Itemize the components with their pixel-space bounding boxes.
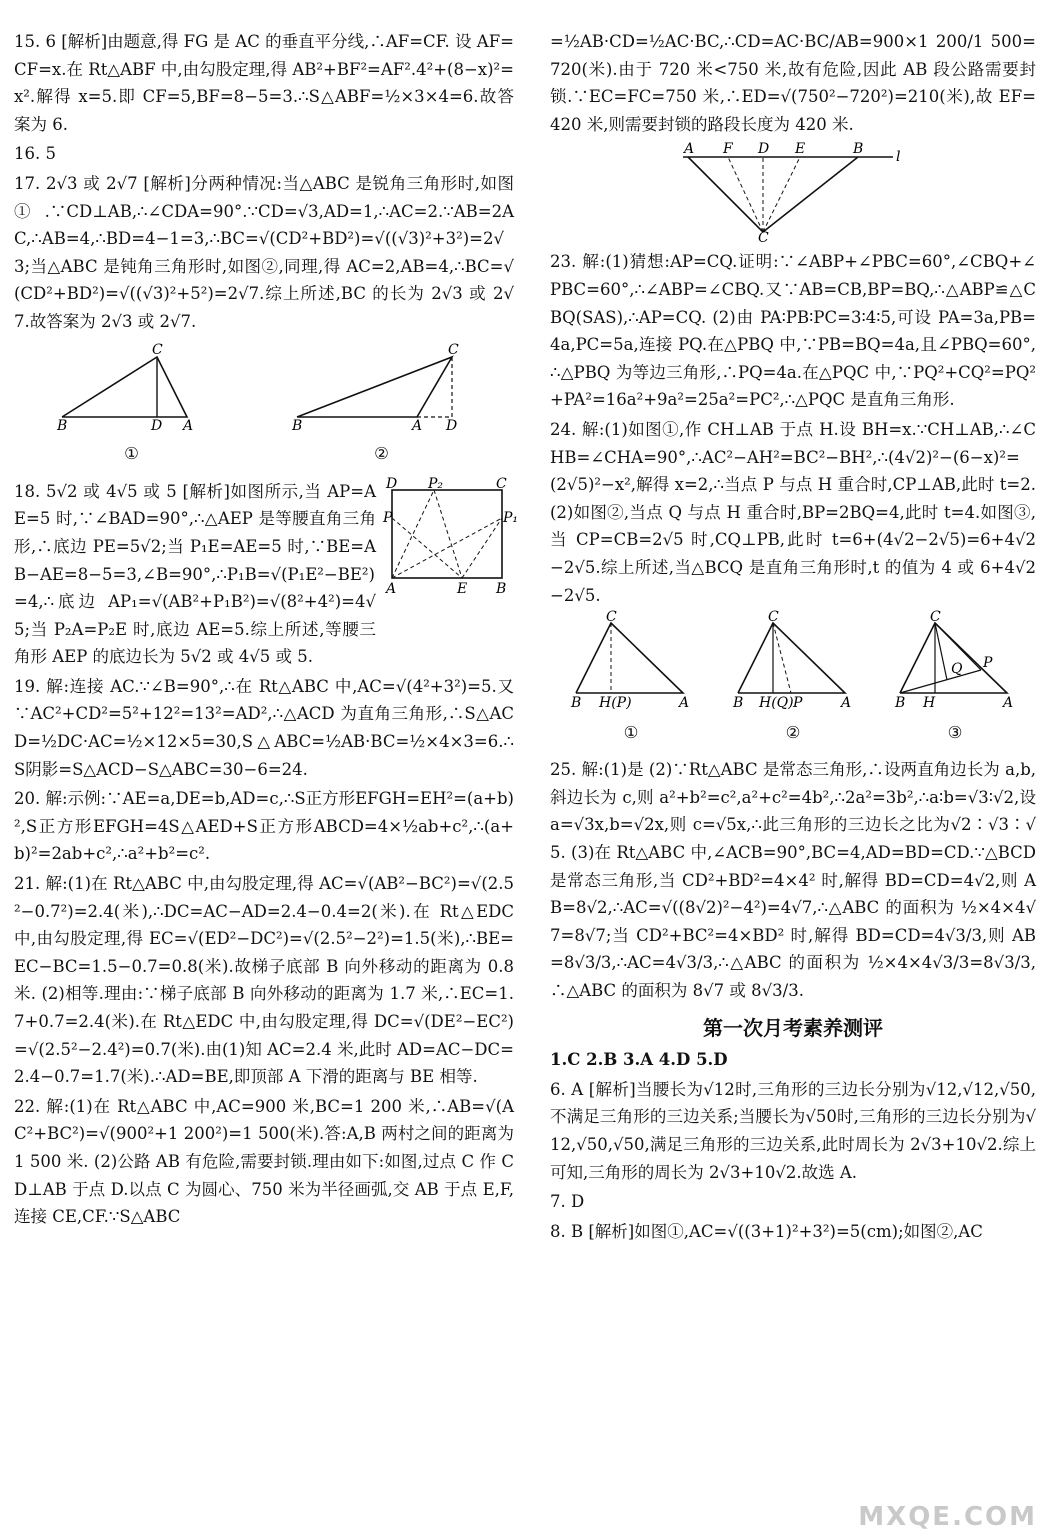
svg-text:B: B — [853, 141, 864, 158]
answer-8: 8. B [解析]如图①,AC=√((3+1)²+3²)=5(cm);如图②,AC — [550, 1221, 983, 1241]
answers-1-5: 1.C 2.B 3.A 4.D 5.D — [550, 1050, 728, 1070]
svg-text:A: A — [182, 417, 193, 434]
watermark: MXQE.COM — [858, 1502, 1037, 1532]
svg-text:A: A — [386, 580, 397, 597]
svg-text:P: P — [383, 509, 393, 526]
svg-text:B: B — [571, 695, 582, 712]
answer-17: 17. 2√3 或 2√7 [解析]分两种情况:当△ABC 是锐角三角形时,如图①.∵CD⊥AB,∴∠CDA=90°.∵CD=√3,AD=1,∴AC=2.∵AB=2AC,∴AB=4,∴BD=4−1=3,∴BC=√(CD²+BD²)=√((√3)²+3²)=2√3;当△ABC 是钝角三角形时,如图②,同理,得 AC=2,AB=4,∴BC=√(CD²+BD²)=√((√3)²+5²)=2√7.综上所述,BC 的长为 2√3 或 2√7.故答案为 2√3 或 2√7. — [14, 173, 514, 331]
svg-text:C: C — [151, 341, 163, 358]
figure-24-3 — [895, 609, 1015, 746]
svg-text:E: E — [795, 141, 806, 158]
left-column — [14, 28, 519, 1233]
svg-text:C: C — [606, 609, 617, 626]
svg-text:A: A — [684, 141, 695, 158]
answer-15: 15. 6 [解析]由题意,得 FG 是 AC 的垂直平分线,∴AF=CF. 设 AF=CF=x.在 Rt△ABF 中,由勾股定理,得 AB²+BF²=AF².4²+(8−x)²=x².解得 x=5.即 CF=5,BF=8−5=3.∴S△ABF=½×3×4=6.故答案为 6. — [14, 32, 514, 134]
figure-24 — [550, 609, 1036, 746]
svg-text:P₁: P₁ — [503, 509, 519, 526]
svg-text:B: B — [291, 417, 302, 434]
answer-23: 23. 解:(1)猜想:AP=CQ.证明:∵∠ABP+∠PBC=60°,∠CBQ+∠PBC=60°,∴∠ABP=∠CBQ.又∵AB=CB,BP=BQ,∴△ABP≌△CBQ(SAS),∴AP=CQ. (2)由 PA∶PB∶PC=3∶4∶5,可设 PA=3a,PB=4a,PC=5a,连接 PQ.在△PBQ 中,∵PB=BQ=4a,且∠PBQ=60°,∴△PBQ 为等边三角形,∴PQ=4a.在△PQC 中,∵PQ²+CQ²=PQ²+PA²=16a²+9a²=25a²=PC²,∴△PQC 是直角三角形. — [550, 252, 1036, 410]
section-title: 第一次月考素养测评 — [703, 1015, 883, 1040]
svg-text:B: B — [496, 580, 507, 597]
figure-17-caption-1: ① — [124, 444, 139, 464]
answer-19: 19. 解:连接 AC.∵∠B=90°,∴在 Rt△ABC 中,AC=√(4²+3²)=5.又∵AC²+CD²=5²+12²=13²=AD²,∴△ACD 为直角三角形,∴S△ACD=½DC·AC=½×12×5=30,S△ABC=½AB·BC=½×4×3=6.∴S阴影=S△ACD−S△ABC=30−6=24. — [14, 676, 514, 779]
svg-text:C: C — [447, 341, 459, 358]
answer-25: 25. 解:(1)是 (2)∵Rt△ABC 是常态三角形,∴设两直角边长为 a,b,斜边长为 c,则 a²+b²=c²,a²+c²=4b²,∴2a²=3b²,∴a∶b=√3∶√2,设 a=√3x,b=√2x,则 c=√5x,∴此三角形的三边长之比为√2∶√3∶√5. (3)在 Rt△ABC 中,∠ACB=90°,BC=4,AD=BD=CD.∵△BCD 是常态三角形,当 CD²+BD²=4×4² 时,解得 BD=CD=4√2,则 AB=8√2,∴AC=√((8√2)²−4²)=4√7,∴△ABC 的面积为 ½×4×4√7=8√7;当 CD²+BC²=4×BD² 时,解得 BD=CD=4√3/3,则 AB=8√3/3,∴AC=4√3/3,∴△ABC 的面积为 ½×4×4√3/3=8√3/3,∴△ABC 的面积为 8√7 或 8√3/3. — [550, 760, 1036, 1001]
svg-text:B: B — [733, 695, 744, 712]
svg-text:C: C — [758, 230, 769, 247]
svg-text:A: A — [411, 417, 422, 434]
svg-text:E: E — [457, 580, 468, 597]
figure-17-caption-2: ② — [374, 444, 389, 464]
figure-22 — [678, 141, 908, 247]
figure-17-1 — [57, 342, 207, 468]
svg-text:P: P — [983, 655, 993, 672]
figure-17-2 — [292, 342, 472, 468]
answer-6: 6. A [解析]当腰长为√12时,三角形的三边长分别为√12,√12,√50,不满足三角形的三边关系;当腰长为√50时,三角形的三边长分别为√12,√50,√50,满足三角形的三边关系,此时周长为 2√3+10√2.综上可知,三角形的周长为 2√3+10√2.故选 A. — [550, 1079, 1036, 1182]
svg-text:P: P — [793, 695, 803, 712]
svg-text:H: H — [923, 695, 936, 712]
figure-18 — [383, 475, 519, 597]
answer-20: 20. 解:示例:∵AE=a,DE=b,AD=c,∴S正方形EFGH=EH²=(a+b)²,S正方形EFGH=4S△AED+S正方形ABCD=4×½ab+c²,∴(a+b)²=2ab+c²,∴a²+b²=c². — [14, 789, 514, 864]
svg-text:l: l — [896, 149, 901, 166]
svg-text:D: D — [445, 417, 457, 434]
svg-text:C: C — [496, 475, 507, 492]
figure-24-1 — [571, 609, 691, 746]
figure-24-caption-1: ① — [623, 722, 639, 742]
svg-text:A: A — [1003, 695, 1014, 712]
svg-text:D: D — [386, 475, 398, 492]
svg-text:F: F — [723, 141, 733, 158]
svg-text:C: C — [930, 609, 941, 626]
svg-text:B: B — [56, 417, 67, 434]
answer-22: 22. 解:(1)在 Rt△ABC 中,AC=900 米,BC=1 200 米,∴AB=√(AC²+BC²)=√(900²+1 200²)=1 500(米).答:A,B 两村之间的距离为 1 500 米. (2)公路 AB 有危险,需要封锁.理由如下:如图,过点 C 作 CD⊥AB 于点 D.以点 C 为圆心、750 米为半径画弧,交 AB 于点 E,F,连接 CE,CF.∵S△ABC — [14, 1096, 514, 1227]
figure-24-2 — [733, 609, 853, 746]
right-column — [550, 28, 1036, 1247]
answer-24: 24. 解:(1)如图①,作 CH⊥AB 于点 H.设 BH=x.∵CH⊥AB,∴∠CHB=∠CHA=90°,∴AC²−AH²=BC²−BH²,∴(4√2)²−(6−x)²=(2√5)²−x²,解得 x=2,∴当点 P 与点 H 重合时,CP⊥AB,此时 t=2. (2)如图②,当点 Q 与点 H 重合时,BP=2BQ=4,此时 t=4.如图③,当 CP=CB=2√5 时,CQ⊥PB,此时 t=6+(4√2−2√5)=6+4√2−2√5.综上所述,当△BCQ 是直角三角形时,t 的值为 4 或 6+4√2−2√5. — [550, 419, 1036, 605]
figure-24-caption-2: ② — [785, 722, 801, 742]
answer-16: 16. 5 — [14, 144, 56, 164]
svg-text:H(P): H(P) — [599, 695, 632, 712]
svg-text:P₂: P₂ — [428, 475, 444, 492]
answer-18: 18. 5√2 或 4√5 或 5 [解析]如图所示,当 AP=AE=5 时,∵∠BAD=90°,∴△AEP 是等腰直角三角形,∴底边 PE=5√2;当 P₁E=AE=5 时,∵BE=AB−AE=8−5=3,∠B=90°,∴P₁B=√(P₁E²−BE²)=4,∴底边 AP₁=√(AB²+P₁B²)=√(8²+4²)=4√5;当 P₂A=P₂E 时,底边 AE=5.综上所述,等腰三角形 AEP 的底边长为 5√2 或 4√5 或 5. — [14, 481, 376, 667]
answer-18-block — [14, 475, 519, 673]
answer-21: 21. 解:(1)在 Rt△ABC 中,由勾股定理,得 AC=√(AB²−BC²)=√(2.5²−0.7²)=2.4(米),∴DC=AC−AD=2.4−0.4=2(米).在 Rt△EDC 中,由勾股定理,得 EC=√(ED²−DC²)=√(2.5²−2²)=1.5(米),∴BE=EC−BC=1.5−0.7=0.8(米).故梯子底部 B 向外移动的距离为 0.8 米. (2)相等.理由:∵梯子底部 B 向外移动的距离为 1.7 米,∴EC=1.7+0.7=2.4(米).在 Rt△EDC 中,由勾股定理,得 DC=√(DE²−EC²)=√(2.5²−2.4²)=0.7(米).由(1)知 AC=2.4 米,此时 AD=AC−DC=2.4−0.7=1.7(米).∴AD=BE,即顶部 A 下滑的距离与 BE 相等. — [14, 874, 514, 1087]
figure-17 — [14, 342, 514, 468]
svg-text:D: D — [150, 417, 162, 434]
answer-7: 7. D — [550, 1192, 585, 1212]
svg-text:H(Q): H(Q) — [759, 695, 794, 712]
svg-text:C: C — [768, 609, 779, 626]
svg-text:D: D — [758, 141, 770, 158]
svg-text:A: A — [841, 695, 852, 712]
svg-text:B: B — [895, 695, 906, 712]
answer-22-continued: =½AB·CD=½AC·BC,∴CD=AC·BC/AB=900×1 200/1 500=720(米).由于 720 米<750 米,故有危险,因此 AB 段公路需要封锁.∵EC=FC=750 米,∴ED=√(750²−720²)=210(米),故 EF=420 米,则需要封锁的路段长度为 420 米. — [550, 32, 1036, 134]
figure-24-caption-3: ③ — [947, 722, 963, 742]
svg-text:A: A — [679, 695, 690, 712]
svg-text:Q: Q — [951, 661, 963, 678]
